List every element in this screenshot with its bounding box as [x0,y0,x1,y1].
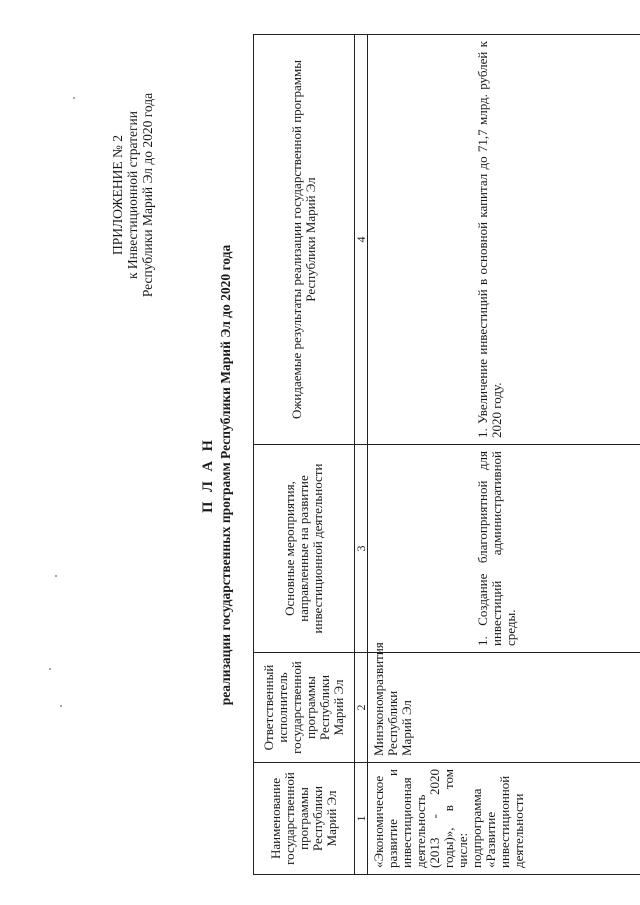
plan-subtitle: реализации государственных программ Республики Марий Эл до 2020 года [218,244,233,706]
column-number: 1 [355,763,368,875]
annex-block [110,75,155,315]
annex-number: ПРИЛОЖЕНИЕ № 2 [110,134,125,256]
column-number: 2 [355,653,368,763]
scan-speck [55,575,57,577]
column-number: 4 [355,35,368,445]
annex-strategy-name: Республики Марий Эл до 2020 года [140,92,155,298]
cell-executor: Минэкономразвития Республики Марий Эл [368,653,640,763]
annex-reference: к Инвестиционной стратегии [125,111,140,279]
table-header-row [254,35,355,875]
header-measures: Основные мероприятия, направленные на развитие инвестиционной деятельности [254,445,355,653]
scan-speck [60,705,62,707]
header-program-name: Наименование государственной программы Республики Марий Эл [254,763,355,875]
table-row [368,35,640,875]
cell-measures: 1. Создание благоприятной для инвестиций административной среды. [368,445,640,653]
plan-table [253,34,640,875]
scan-speck [49,668,51,670]
header-executor: Ответственный исполнитель государственной программы Республики Марий Эл [254,653,355,763]
cell-program: «Экономическое развитие и инвестиционная деятельность (2013 - 2020 годы)», в том числе: подпрограмма «Развитие инвестиционной деятельности [368,763,640,875]
column-number-row [355,35,368,875]
plan-title: П Л А Н [200,437,216,513]
cell-results: 1. Увеличение инвестиций в основной капитал до 71,7 млрд. рублей к 2020 году. [368,35,640,445]
column-number: 3 [355,445,368,653]
header-results: Ожидаемые результаты реализации государственной программы Республики Марий Эл [254,35,355,445]
scan-speck [73,97,75,99]
